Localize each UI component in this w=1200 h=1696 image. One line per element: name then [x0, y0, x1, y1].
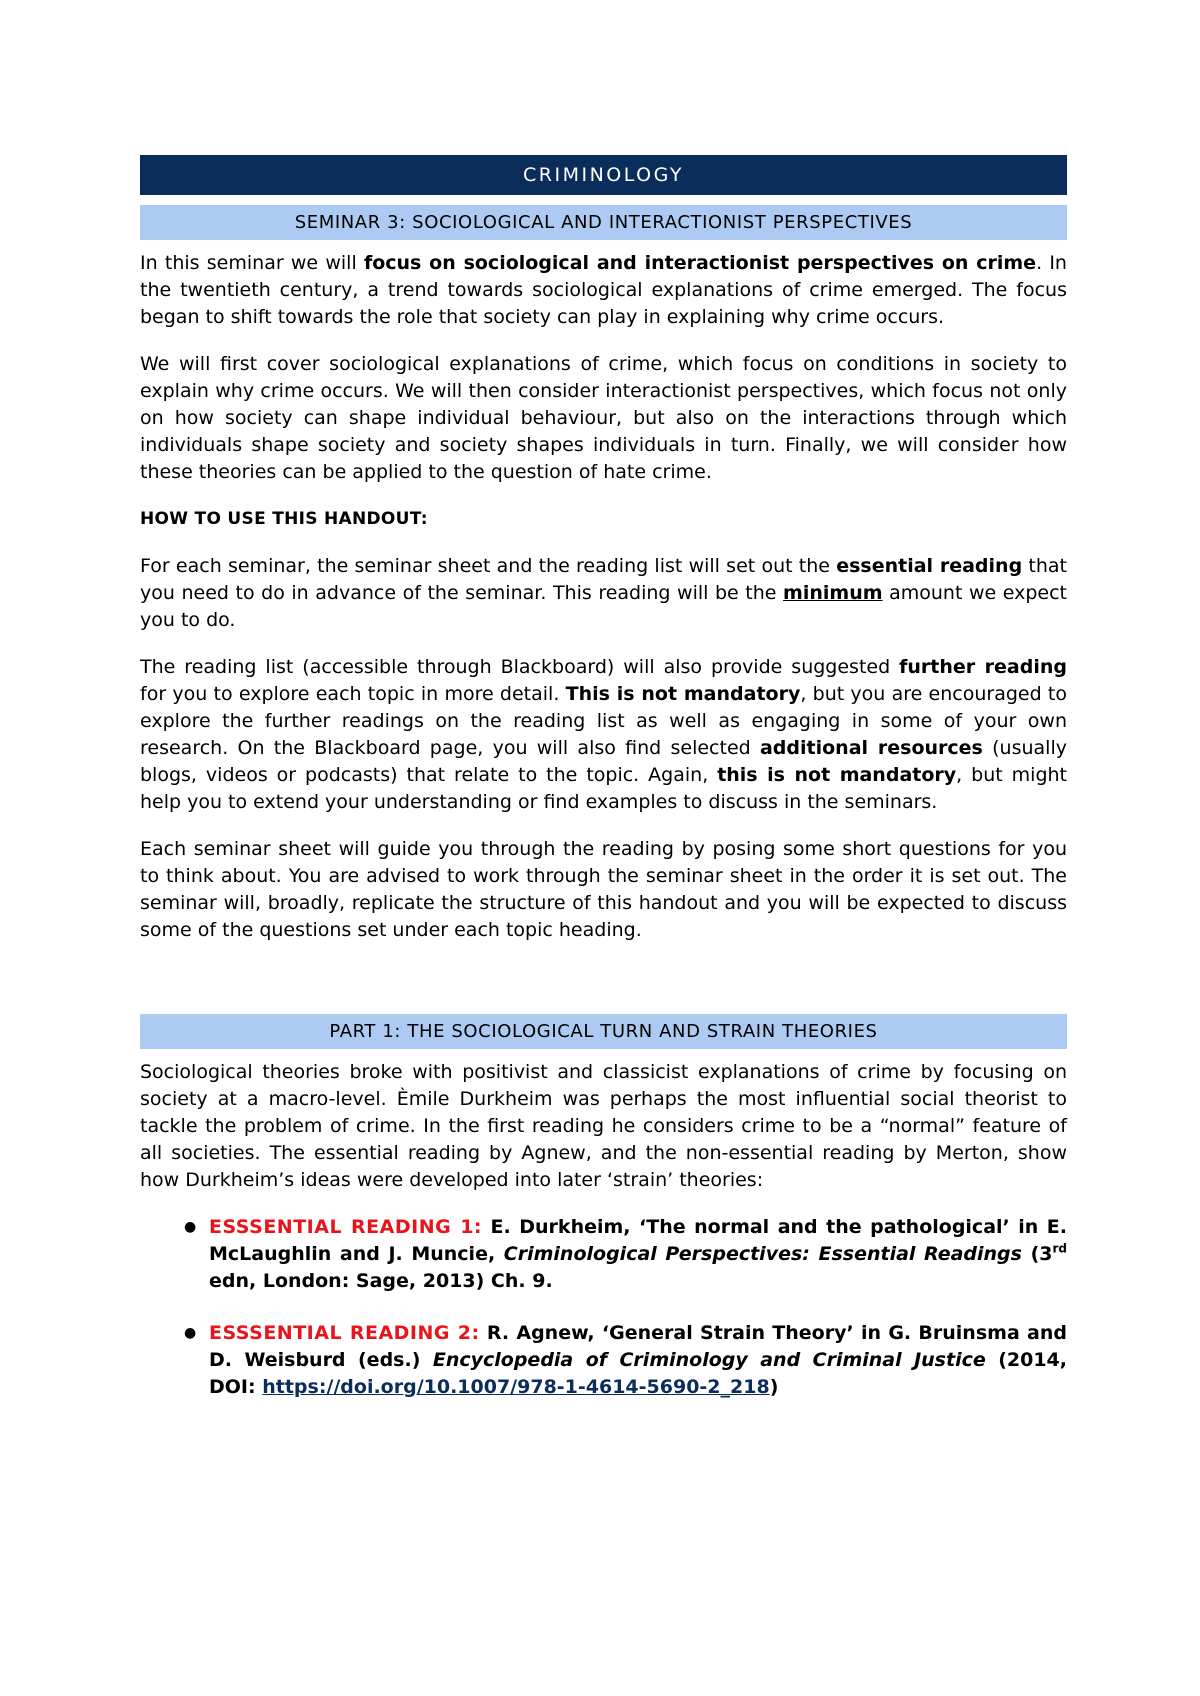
handout-p1-minimum: minimum	[783, 582, 883, 604]
handout-p2-further: further reading	[899, 656, 1067, 678]
reading-2-text-c: )	[769, 1376, 779, 1398]
handout-p2-g: (usually blogs, videos or podcasts) that relate to the topic. Again,	[140, 737, 1067, 786]
reading-1-sup: rd	[1052, 1241, 1067, 1256]
handout-paragraph-2	[140, 654, 1067, 816]
handout-p1-e: amount we expect you to do.	[140, 582, 1067, 631]
handout-paragraph-3: Each seminar sheet will guide you through the reading by posing some short questions for you to think about. You are advised to work through the seminar sheet in the order it is set out. The seminar will, broadly, replicate the structure of this handout and you will be expected to discuss some of the questions set under each topic heading.	[140, 838, 1067, 941]
handout-p1-a: For each seminar, the seminar sheet and the reading list will set out the	[140, 555, 837, 577]
part1-paragraph: Sociological theories broke with positivist and classicist explanations of crime by focusing on society at a macro-level. Èmile Durkheim was perhaps the most influential social theorist to tackle the problem of crime. In the first reading he considers crime to be a “normal” feature of all societies. The essential reading by Agnew, and the non-essential reading by Merton, show how Durkheim’s ideas were developed into later ‘strain’ theories:	[140, 1061, 1067, 1191]
bullet-icon: ●	[184, 1325, 197, 1341]
reading-1-text-c: edn, London: Sage, 2013) Ch. 9.	[209, 1270, 553, 1292]
part1-heading: PART 1: THE SOCIOLOGICAL TURN AND STRAIN THEORIES	[140, 1014, 1067, 1049]
handout-p1-c: that you need to do in advance of the seminar. This reading will be the	[140, 555, 1068, 604]
reading-2-text-b: (2014, DOI:	[209, 1349, 1067, 1398]
reading-item-1	[140, 1214, 1067, 1295]
reading-item-2	[140, 1320, 1067, 1401]
document-page	[140, 155, 1067, 1426]
intro-paragraph-1	[140, 250, 1067, 331]
reading-2-title: Encyclopedia of Criminology and Criminal Justice	[432, 1349, 986, 1371]
reading-2-label: ESSSENTIAL READING 2:	[209, 1322, 480, 1344]
intro-p1-text-a: In this seminar we will	[140, 252, 364, 274]
bullet-icon: ●	[184, 1219, 197, 1235]
handout-p2-additional: additional resources	[759, 737, 983, 759]
reading-1-text-a: E. Durkheim, ‘The normal and the pathological’ in E. McLaughlin and J. Muncie,	[209, 1216, 1068, 1265]
essential-reading-list	[140, 1214, 1067, 1401]
handout-p1-essential: essential reading	[836, 555, 1023, 577]
intro-p1-bold: focus on sociological and interactionist perspectives on crime	[363, 252, 1037, 274]
handout-p2-c: for you to explore each topic in more detail.	[140, 683, 566, 705]
reading-1-title: Criminological Perspectives: Essential Readings	[503, 1243, 1022, 1265]
reading-1-text-b: (3	[1021, 1243, 1053, 1265]
handout-p2-not-mandatory-1: This is not mandatory	[565, 683, 801, 705]
intro-p1-text-c: . In the twentieth century, a trend towards sociological explanations of crime emerged. The focus began to shift towards the role that society can play in explaining why crime occurs.	[140, 252, 1067, 328]
handout-heading: HOW TO USE THIS HANDOUT:	[140, 509, 428, 529]
handout-p2-a: The reading list (accessible through Blackboard) will also provide suggested	[140, 656, 900, 678]
seminar-heading: SEMINAR 3: SOCIOLOGICAL AND INTERACTIONIST PERSPECTIVES	[140, 205, 1067, 240]
doi-link[interactable]: https://doi.org/10.1007/978-1-4614-5690-2_218	[262, 1376, 770, 1398]
handout-paragraph-1	[140, 553, 1067, 634]
intro-paragraph-2: We will first cover sociological explanations of crime, which focus on conditions in society to explain why crime occurs. We will then consider interactionist perspectives, which focus not only on how society can shape individual behaviour, but also on the interactions through which individuals shape society and society shapes individuals in turn. Finally, we will consider how these theories can be applied to the question of hate crime.	[140, 353, 1067, 483]
handout-p2-not-mandatory-2: this is not mandatory	[717, 764, 957, 786]
reading-2-text-a: R. Agnew, ‘General Strain Theory’ in G. Bruinsma and D. Weisburd (eds.)	[209, 1322, 1067, 1371]
document-title: CRIMINOLOGY	[140, 155, 1067, 195]
handout-p2-e: , but you are encouraged to explore the further readings on the reading list as well as engaging in some of your own research. On the Blackboard page, you will also find selected	[140, 683, 1067, 759]
handout-p2-i: , but might help you to extend your understanding or find examples to discuss in the seminars.	[140, 764, 1067, 813]
reading-1-label: ESSSENTIAL READING 1:	[209, 1216, 483, 1238]
